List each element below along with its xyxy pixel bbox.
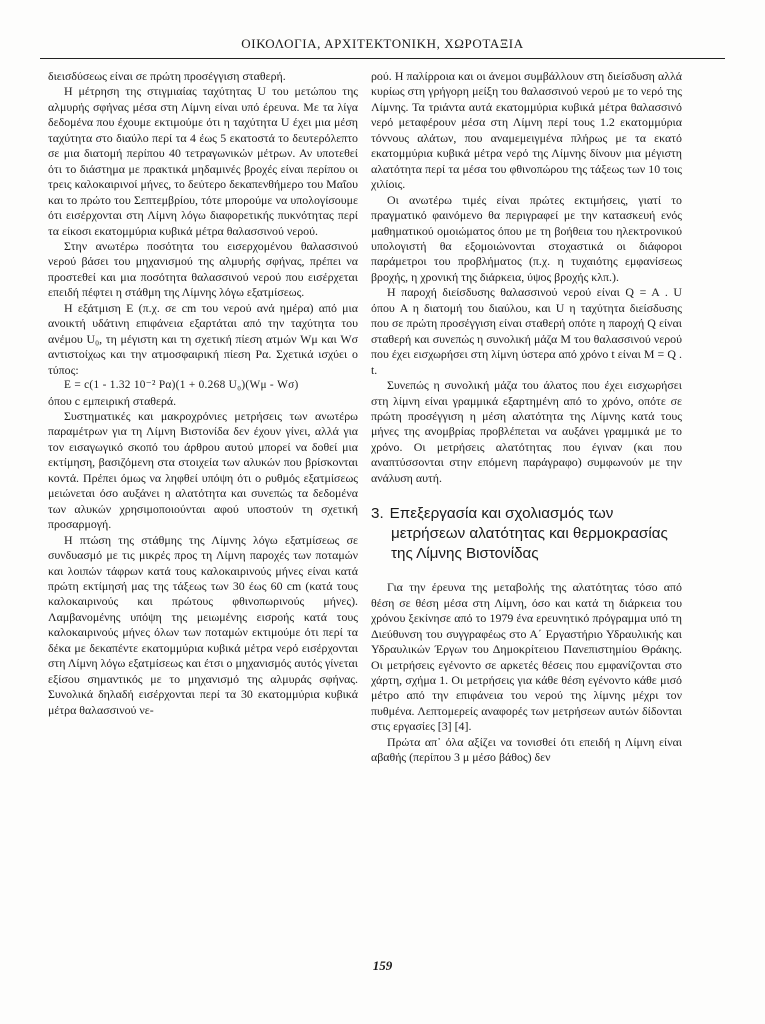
paragraph: Η μέτρηση της στιγμιαίας ταχύτητας U του μετώπου της αλμυρής σφήνας μέσα στη Λίμνη είναι υπό έρευνα. Με τα λίγα δεδομένα που έχουμε εκτιμούμε ότι η ταχύτητα U έχει μια μέση ταχύτητα στο διαύλο περί τα 4 έως 5 εκατοστά το δευτερόλεπτο σε μια διατομή περίπου 40 τετραγωνικών μέτρων. Αν υποτεθεί ότι το διάστημα με πρακτικά μηδαμινές βροχές είναι περίπου οι τρεις καλοκαιρινοί μήνες, το δεύτερο δεκαπενθήμερο του Μαΐου και το πρώτο του Σεπτεμβρίου, τότε μπορούμε να υπολογίσουμε ότι εισέρχονται στη Λίμνη λόγω διαφορετικής πυκνότητας περί τα είκοσι εκατομμύρια κυβικά μέτρα θαλασσινού νερού. xyxy=(48,84,358,238)
running-header: ΟΙΚΟΛΟΓΙΑ, ΑΡΧΙΤΕΚΤΟΝΙΚΗ, ΧΩΡΟΤΑΞΙΑ xyxy=(241,36,524,51)
paragraph: Πρώτα απ᾽ όλα αξίζει να τονισθεί ότι επειδή η Λίμνη είναι αβαθής (περίπου 3 μ μέσο βάθος) δεν xyxy=(371,734,682,765)
page-number: 159 xyxy=(372,958,393,973)
section-number: 3. xyxy=(371,505,384,523)
paragraph: Οι ανωτέρω τιμές είναι πρώτες εκτιμήσεις, γιατί το πραγματικό φαινόμενο θα περιγραφεί με την κατασκευή ενός μαθηματικού ομοιώματος όπου με τη βοήθεια του ηλεκτρονικού υπολογιστή θα εξομοιώνονται στοχαστικά οι διάφοροι παράμετροι του προβλήματος (π.χ. η τυχαιότης εμφανίσεως βροχής, η χρονική της διάρκεια, ύψος βροχής κλπ.). xyxy=(371,192,682,284)
evaporation-equation: E = c(1 - 1.32 10⁻² Pα)(1 + 0.268 U₀)(Wμ - Wσ) xyxy=(64,379,299,392)
section-heading xyxy=(371,504,682,564)
paragraph: Στην ανωτέρω ποσότητα του εισερχομένου θαλασσινού νερού βάσει του μηχανισμού της αλμυρής σφήνας, πρέπει να προστεθεί και μια ποσότητα θαλασσινού νερού που εισέρχεται επειδή πέφτει η στάθμη της Λίμνης λόγω εξατμίσεως. xyxy=(48,238,358,300)
paragraph: Η παροχή διείσδυσης θαλασσινού νερού είναι Q = A . U όπου A η διατομή του διαύλου, και U η ταχύτητα διείσδυσης που σε πρώτη προσέγγιση είναι σταθερή οπότε η παροχή Q είναι σταθερή και συνεπώς η συνολική μάζα M του θαλασσινού νερού που έχει εισχωρήσει στη λίμνη ύστερα από χρόνο t είναι M = Q . t. xyxy=(371,285,682,377)
section-title-line: Επεξεργασία και σχολιασμός των xyxy=(389,505,614,523)
paragraph: Συστηματικές και μακροχρόνιες μετρήσεις των ανωτέρω παραμέτρων για τη Λίμνη Βιστονίδα δεν έχουν γίνει, αλλά για τον εισαγωγικό σκοπό του άρθρου αυτού μπορεί να δοθεί μια εκτίμηση, βασιζόμενη στα στοιχεία των αλυκών που βρίσκονται κοντά. Πρέπει όμως να ληφθεί υπόψη ότι ο ρυθμός εξατμίσεως μειώνεται όσο αυξάνει η αλατότητα και συνεπώς τα δεδομένα των αλυκών χρησιμοποιούνται αφού υποστούν τη σχετική προσαρμογή. xyxy=(48,408,358,532)
left-column xyxy=(48,69,358,718)
paragraph: Η εξάτμιση E (π.χ. σε cm του νερού ανά ημέρα) από μια ανοικτή υδάτινη επιφάνεια εξαρτάται από την ταχύτητα του ανέμου U₀, τη μέγιστη και τη σχετική πίεση ατμών Wμ και Wσ αντιστοίχως και την ατμοσφαιρική πίεση Pα. Σχετικά ισχύει ο τύπος: xyxy=(48,300,358,377)
paragraph: Η πτώση της στάθμης της Λίμνης λόγω εξατμίσεως σε συνδυασμό με τις μικρές προς τη Λίμνη παροχές των ποταμών και λοιπών τάφρων κατά τους καλοκαιρινούς μήνες είναι κατά πρώτη εκτίμησή μας της τάξεως των 30 έως 60 cm (κατά τους καλοκαιρινούς και πρώτους φθινοπωρινούς μήνες). Λαμβανομένης υπόψη της μειωμένης εισροής κατά τους καλοκαιρινούς μήνες όλων των ποταμών εκτιμούμε ότι περί τα δέκα με δεκαπέντε εκατομμύρια κυβικά μέτρα νερό εισέρχονται στη Λίμνη λόγω εξατμίσεως και έτσι ο μηχανισμός αυτός γίνεται εξίσου σημαντικός με το μηχανισμό της αλμυράς σφήνας. Συνολικά δηλαδή εισέρχονται περί τα 30 εκατομμύρια κυβικά μέτρα θαλασσινού νε- xyxy=(48,532,358,717)
paragraph: όπου c εμπειρική σταθερά. xyxy=(48,393,177,408)
right-column xyxy=(371,69,682,766)
paragraph: ρού. Η παλίρροια και οι άνεμοι συμβάλλουν στη διείσδυση αλλά κυρίως στη γρήγορη μείξη του θαλασσινού νερού με το νερό της Λίμνης. Τα τριάντα αυτά εκατομμύρια κυβικά μέτρα θαλασσινό νερό μεταφέρουν μέσα στη Λίμνη περί τους 1.2 εκατομμύρια τόννους αλάτων, που αναμεμειγμένα πλήρως με τα εκατό εκατομμύρια κυβικά μέτρα νερό της Λίμνης δίνουν μια μέγιστη αλατότητα περί τα μέσα του φθινοπώρου της τάξεως των 10 τοις χιλίοις. xyxy=(371,69,682,192)
paragraph: διεισδύσεως είναι σε πρώτη προσέγγιση σταθερή. xyxy=(48,69,286,83)
paragraph: Για την έρευνα της μεταβολής της αλατότητας τόσο από θέση σε θέση μέσα στη Λίμνη, όσο και κατά τη διάρκεια του χρόνου ξεκίνησε από το 1979 ένα ερευνητικό πρόγραμμα υπό τη Διεύθυνση του συγγραφέως στο Α΄ Εργαστήριο Υδραυλικής και Υδραυλικών Έργων του Δημοκρίτειου Πανεπιστημίου Θράκης. Οι μετρήσεις εγένοντο σε αρκετές θέσεις που εμφανίζονται στο χάρτη, σχήμα 1. Οι μετρήσεις για κάθε θέση εγένοντο κάθε μισό μέτρο από την επιφάνεια του νερού της λίμνης μέχρι τον πυθμένα. Λεπτομερείς αναφορές των μετρήσεων αυτών δίδονται στις εργασίες [3] [4]. xyxy=(371,580,682,734)
section-title-line: της Λίμνης Βιστονίδας xyxy=(391,545,539,563)
section-title-line: μετρήσεων αλατότητας και θερμοκρασίας xyxy=(391,525,668,543)
header-rule xyxy=(40,58,725,59)
paragraph: Συνεπώς η συνολική μάζα του άλατος που έχει εισχωρήσει στη λίμνη είναι γραμμικά εξαρτημένη από το χρόνο, οπότε σε πρώτη προσέγγιση η μέση αλατότητα της Λίμνης κατά τους μήνες της ανομβρίας προβλέπεται να αυξάνει γραμμικά με το χρόνο. Οι μετρήσεις αλατότητας που έγιναν (και που αναπτύσσονται στην επόμενη παράγραφο) συμφωνούν με την ανάλυση αυτή. xyxy=(371,378,682,485)
